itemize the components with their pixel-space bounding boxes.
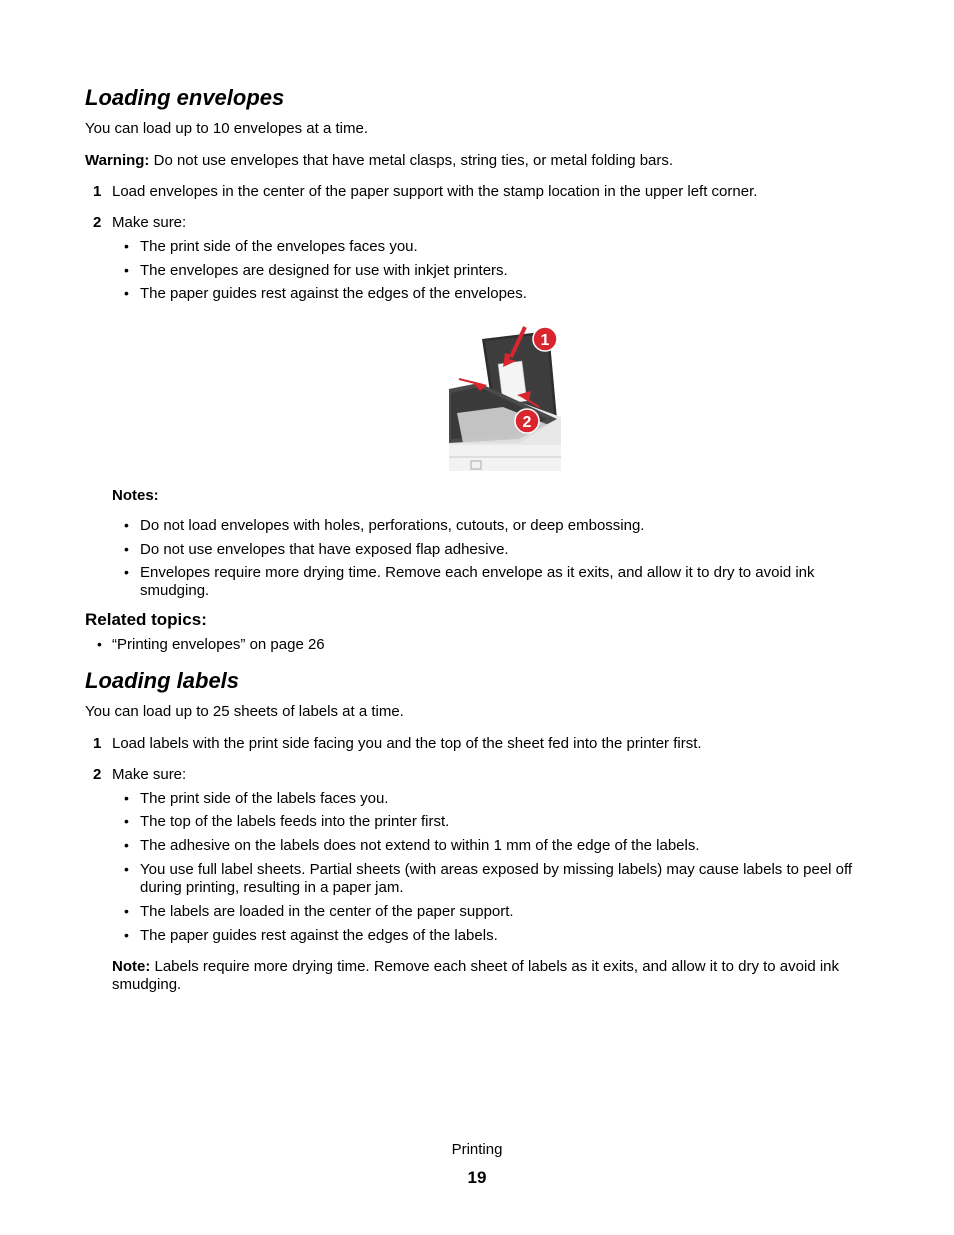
note-item: Envelopes require more drying time. Remove each envelope as it exits, and allow it to dry to avoid ink smudging. <box>140 564 815 599</box>
footer-section-name: Printing <box>451 1141 503 1158</box>
bullet: • <box>124 861 129 877</box>
note-label: Note: <box>112 958 151 975</box>
bullet: • <box>124 262 129 278</box>
related-topics-heading: Related topics: <box>85 610 207 629</box>
checklist-item: The paper guides rest against the edges of the envelopes. <box>140 285 527 302</box>
checklist-item: The envelopes are designed for use with inkjet printers. <box>140 262 508 279</box>
bullet: • <box>124 541 129 557</box>
checklist-item: The paper guides rest against the edges of the labels. <box>140 927 498 944</box>
step-text: Make sure: <box>112 766 187 783</box>
step-number: 1 <box>93 735 102 752</box>
checklist-item: The top of the labels feeds into the printer first. <box>140 813 450 830</box>
envelope-loading-figure <box>449 321 561 471</box>
bullet: • <box>124 564 129 580</box>
printer-illustration <box>449 321 561 471</box>
bullet: • <box>124 238 129 254</box>
bullet: • <box>124 903 129 919</box>
labels-intro: You can load up to 25 sheets of labels at a time. <box>85 703 404 720</box>
notes-label: Notes: <box>112 487 159 504</box>
bullet: • <box>124 790 129 806</box>
step-text: Load envelopes in the center of the paper support with the stamp location in the upper left corner. <box>112 183 758 200</box>
step-number: 2 <box>93 214 102 231</box>
section-title-labels: Loading labels <box>85 668 240 693</box>
note-item: Do not load envelopes with holes, perforations, cutouts, or deep embossing. <box>140 517 645 534</box>
bullet: • <box>124 285 129 301</box>
bullet: • <box>124 927 129 943</box>
envelopes-intro: You can load up to 10 envelopes at a time. <box>85 120 368 137</box>
checklist-item: The adhesive on the labels does not extend to within 1 mm of the edge of the labels. <box>140 837 700 854</box>
labels-note <box>112 958 874 994</box>
callout-2: 2 <box>522 414 532 431</box>
checklist-item: The labels are loaded in the center of the paper support. <box>140 903 514 920</box>
bullet: • <box>124 837 129 853</box>
warning-text: Do not use envelopes that have metal clasps, string ties, or metal folding bars. <box>149 152 674 169</box>
checklist-item: The print side of the labels faces you. <box>140 790 389 807</box>
section-title-envelopes: Loading envelopes <box>85 85 285 110</box>
bullet: • <box>124 813 129 829</box>
step-text: Load labels with the print side facing you and the top of the sheet fed into the printer first. <box>112 735 702 752</box>
checklist-item: You use full label sheets. Partial sheets (with areas exposed by missing labels) may cause labels to peel off during printing, resulting in a paper jam. <box>140 861 853 896</box>
step-number: 2 <box>93 766 102 783</box>
envelopes-warning <box>85 152 673 170</box>
bullet: • <box>97 636 102 652</box>
checklist-item: The print side of the envelopes faces you. <box>140 238 418 255</box>
page-number: 19 <box>467 1168 487 1187</box>
step-number: 1 <box>93 183 102 200</box>
bullet: • <box>124 517 129 533</box>
note-text: Labels require more drying time. Remove each sheet of labels as it exits, and allow it to dry to avoid ink smudging. <box>112 958 840 993</box>
step-text: Make sure: <box>112 214 187 231</box>
related-topic-link[interactable]: “Printing envelopes” on page 26 <box>112 636 325 653</box>
callout-1: 1 <box>540 332 550 349</box>
note-item: Do not use envelopes that have exposed flap adhesive. <box>140 541 509 558</box>
warning-label: Warning: <box>85 152 150 169</box>
